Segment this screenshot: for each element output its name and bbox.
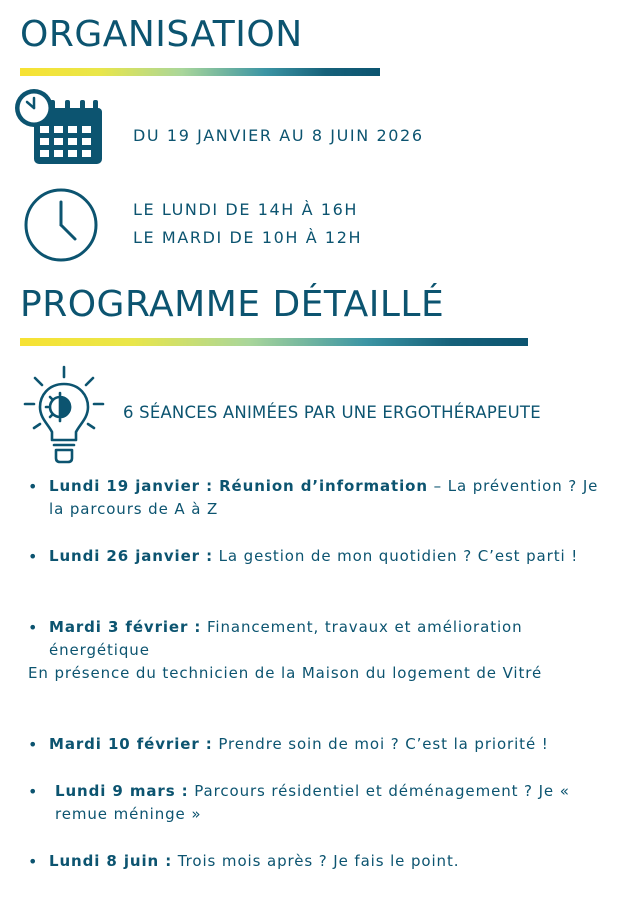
session-item bbox=[28, 545, 618, 568]
bullet-icon: • bbox=[28, 547, 39, 566]
session-description: – La prévention ? Je la parcours de A à Z bbox=[49, 477, 599, 518]
session-item bbox=[28, 616, 618, 662]
session-date: Lundi 19 janvier : bbox=[49, 477, 213, 495]
lightbulb-gear-icon bbox=[22, 364, 106, 468]
bullet-icon: • bbox=[28, 618, 39, 637]
organisation-divider bbox=[20, 68, 380, 76]
bullet-icon: • bbox=[28, 852, 39, 871]
bullet-icon: • bbox=[28, 782, 39, 801]
organisation-title: ORGANISATION bbox=[20, 14, 303, 55]
session-extra-note: En présence du technicien de la Maison du logement de Vitré bbox=[28, 664, 543, 682]
session-date: Lundi 9 mars : bbox=[55, 782, 189, 800]
session-note bbox=[0, 662, 600, 685]
session-date: Lundi 26 janvier : bbox=[49, 547, 213, 565]
bullet-icon: • bbox=[28, 735, 39, 754]
programme-intro: 6 SÉANCES ANIMÉES PAR UNE ERGOTHÉRAPEUTE bbox=[123, 403, 541, 422]
dates-text: DU 19 JANVIER AU 8 JUIN 2026 bbox=[133, 126, 424, 145]
session-item bbox=[28, 475, 618, 521]
schedule-monday: LE LUNDI DE 14H À 16H bbox=[133, 200, 359, 219]
session-description: Prendre soin de moi ? C’est la priorité ! bbox=[212, 735, 549, 753]
session-topic: Réunion d’information bbox=[212, 477, 428, 495]
session-description: Financement, travaux et amélioration énergétique bbox=[49, 618, 523, 659]
programme-divider bbox=[20, 338, 528, 346]
session-description: La gestion de mon quotidien ? C’est parti ! bbox=[212, 547, 579, 565]
session-date: Mardi 3 février : bbox=[49, 618, 202, 636]
session-description: Parcours résidentiel et déménagement ? Je « remue méninge » bbox=[55, 782, 570, 823]
calendar-icon bbox=[14, 88, 106, 170]
session-description: Trois mois après ? Je fais le point. bbox=[172, 852, 460, 870]
session-date: Mardi 10 février : bbox=[49, 735, 213, 753]
session-item bbox=[28, 733, 618, 756]
schedule-tuesday: LE MARDI DE 10H À 12H bbox=[133, 228, 363, 247]
programme-title: PROGRAMME DÉTAILLÉ bbox=[20, 284, 445, 325]
session-date: Lundi 8 juin : bbox=[49, 852, 173, 870]
bullet-icon: • bbox=[28, 477, 39, 496]
clock-icon bbox=[22, 186, 100, 264]
session-item bbox=[28, 850, 618, 873]
session-item bbox=[28, 780, 618, 826]
